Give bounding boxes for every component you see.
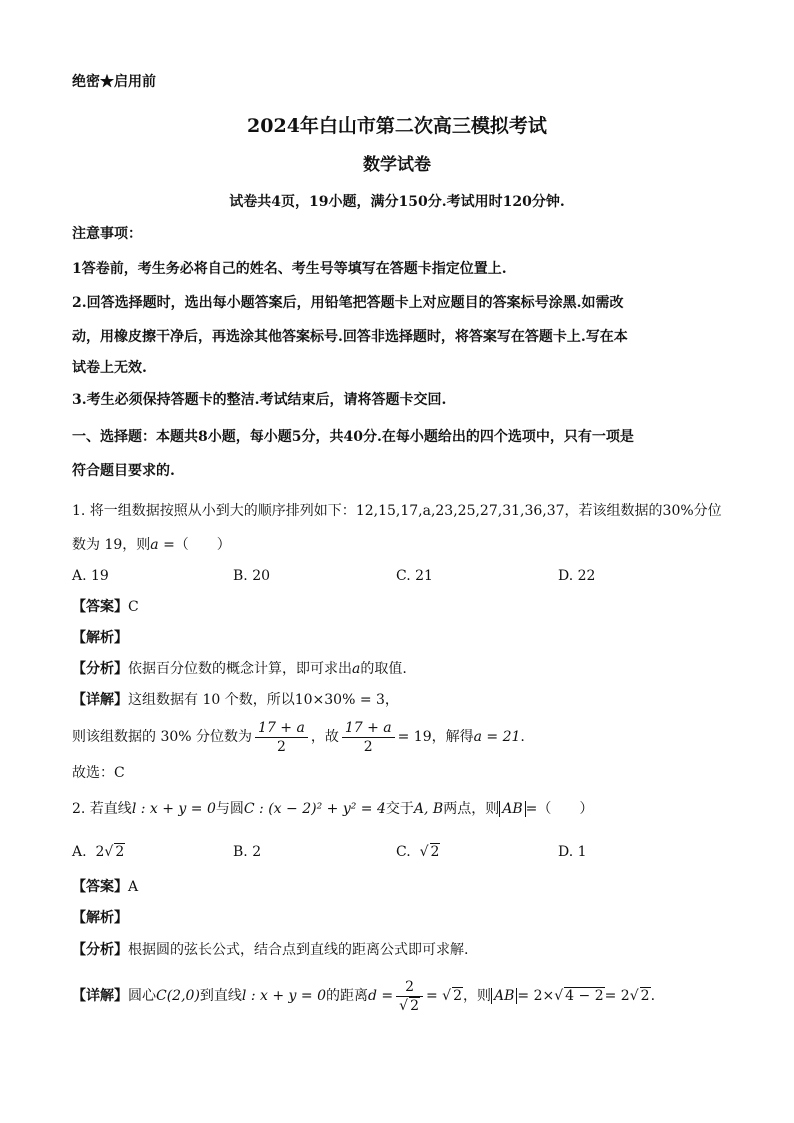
q1-detail-eq: 10×30% = 3 [294,692,385,708]
q2-option-c-radicand: 2 [430,844,440,860]
q1-detail2-f: . [520,729,525,745]
q2-center: C(2,0) [156,988,200,1004]
q1-percent: 30% [662,503,694,519]
q1-detail-tag: 【详解】 [72,692,128,708]
q1-detail2-b: ，故 [310,729,339,745]
q1-fraction-2-den: 2 [363,738,373,755]
q2-d-eq: d = [367,988,394,1004]
q2-option-c-label: C. [396,844,411,860]
q1-detail2-e: a = 21 [473,729,521,745]
q2-stem-e: =（ ） [525,801,594,817]
section-heading-line-1: 一、选择题：本题共8小题，每小题5分，共40分.在每小题给出的四个选项中，只有一项是 [72,429,634,445]
q2-detail-a: 圆心 [128,988,156,1004]
confidential-mark: 绝密★启用前 [72,74,156,90]
q1-fraction-1-den: 2 [276,738,286,755]
notes-heading: 注意事项： [72,226,142,242]
exam-info: 试卷共4页，19小题，满分150分.考试用时120分钟. [229,194,565,210]
q1-fraction-2 [342,719,395,756]
q1-fenxi-tag: 【分析】 [72,661,128,677]
q2-option-b: B. 2 [233,844,262,860]
q2-fenxi [72,940,468,960]
q2-stem-b: 与圆 [215,801,244,817]
q2-stem [72,799,593,819]
q2-detail-c: 的距离 [325,988,368,1004]
q1-detail2-a: 则该组数据的 30% 分位数为 [72,729,253,745]
q1-stem-f: （ ） [174,537,231,553]
q2-points: A, B [413,801,444,817]
q2-detail-line: l : x + y = 0 [241,988,326,1004]
q2-fenxi-tag: 【分析】 [72,942,128,958]
q2-d-result-radicand: 2 [453,988,463,1004]
q1-data-list: 12,15,17,a,23,25,27,31,36,37 [355,503,565,519]
q1-analysis-tag: 【解析】 [72,630,128,646]
q2-d-den-radicand: 2 [410,997,419,1014]
q1-detail-line-2 [72,717,525,757]
q2-eq-res-radicand: 2 [640,988,650,1004]
q1-stem-line-1 [72,501,722,521]
q1-var-a: a = [150,537,175,553]
q2-circle-eq: C : (x − 2)² + y² = 4 [243,801,386,817]
q2-d-fraction [396,978,423,1015]
q2-fenxi-text: 根据圆的弦长公式，结合点到直线的距离公式即可求解. [128,942,469,958]
q2-stem-d: 两点，则 [443,801,500,817]
radical-sign-icon: √ [419,844,429,860]
note-2-line-3: 试卷上无效. [72,360,147,376]
q2-ab-abs-2: AB [491,988,517,1004]
q1-fenxi-var: a [352,661,361,677]
q2-detail: 【详解】圆心C(2,0)到直线l : x + y = 0的距离d = $\frac{2}{√ 2}$ = √ 2，则 AB = 2×√ 4 − 2= 2√ 2. [72,978,656,1014]
q1-option-b: B. 20 [233,568,271,584]
q1-option-c: C. 21 [396,568,433,584]
q1-stem-d: 数为 19，则 [72,537,151,553]
section-heading-line-2: 符合题目要求的. [72,463,175,479]
q2-stem-c: 交于 [385,801,414,817]
radical-sign-icon: √ [554,988,564,1004]
q1-choose: 故选：C [72,765,125,781]
q1-fenxi-a: 依据百分位数的概念计算，即可求出 [128,661,352,677]
q1-detail2-d: ，解得 [431,729,474,745]
radical-sign-icon: √ [104,844,114,860]
q2-eq-mid: = 2× [517,988,555,1004]
q2-answer-value: A [128,879,139,895]
q1-answer-value: C [128,599,139,615]
q1-detail-line-1 [72,690,399,710]
q1-stem-a: 1. 将一组数据按照从小到大的顺序排列如下： [72,503,356,519]
q2-analysis-tag: 【解析】 [72,910,128,926]
q1-detail-a: 这组数据有 10 个数，所以 [128,692,295,708]
q1-fenxi-b: 的取值. [360,661,407,677]
q1-option-a: A. 19 [72,568,109,584]
q2-detail-b: 到直线 [199,988,242,1004]
q2-ab-abs: AB [499,801,525,817]
radical-sign-icon: √ [399,997,409,1014]
q2-option-c [396,842,440,862]
q2-eq-res-coef: = 2 [604,988,630,1004]
q2-detail-tag: 【详解】 [72,988,128,1004]
q1-answer-tag: 【答案】 [72,599,128,615]
q1-answer [72,597,139,617]
note-2-line-1: 2.回答选择题时，选出每小题答案后，用铅笔把答题卡上对应题目的答案标号涂黑.如需改 [72,295,624,311]
q2-end: . [650,988,656,1004]
radical-sign-icon: √ [629,988,639,1004]
note-3: 3.考生必须保持答题卡的整洁.考试结束后，请将答题卡交回. [72,392,447,408]
q1-stem-c: 分位 [693,503,722,519]
q2-stem-a: 2. 若直线 [72,801,132,817]
q2-option-a [72,842,125,862]
q1-fraction-1-num: 17 + a [255,719,308,738]
q2-answer [72,877,138,897]
q1-option-d: D. 22 [558,568,596,584]
q2-option-d: D. 1 [558,844,587,860]
q1-fraction-1 [255,719,308,756]
q1-fenxi [72,659,407,679]
q2-eq-radicand: 4 − 2 [565,988,604,1004]
radical-sign-icon: √ [442,988,452,1004]
q1-detail-b: ， [384,692,399,708]
q2-option-a-radicand: 2 [115,844,125,860]
exam-subtitle: 数学试卷 [363,155,431,175]
q1-detail2-c: = 19 [397,729,432,745]
q1-stem-b: ，若该组数据的 [564,503,663,519]
q2-detail-d: ，则 [463,988,492,1004]
q2-d-num: 2 [396,978,423,997]
q2-answer-tag: 【答案】 [72,879,128,895]
q2-option-a-coef: 2 [95,844,105,860]
exam-title: 2024年白山市第二次高三模拟考试 [247,115,547,137]
q2-d-den [396,997,423,1015]
note-2-line-2: 动，用橡皮擦干净后，再选涂其他答案标号.回答非选择题时，将答案写在答题卡上.写在本 [72,329,628,345]
q1-fraction-2-num: 17 + a [342,719,395,738]
q2-option-a-label: A. [72,844,87,860]
note-1: 1答卷前，考生务必将自己的姓名、考生号等填写在答题卡指定位置上. [72,261,507,277]
q1-stem-line-2 [72,535,231,555]
q2-line-eq: l : x + y = 0 [131,801,216,817]
